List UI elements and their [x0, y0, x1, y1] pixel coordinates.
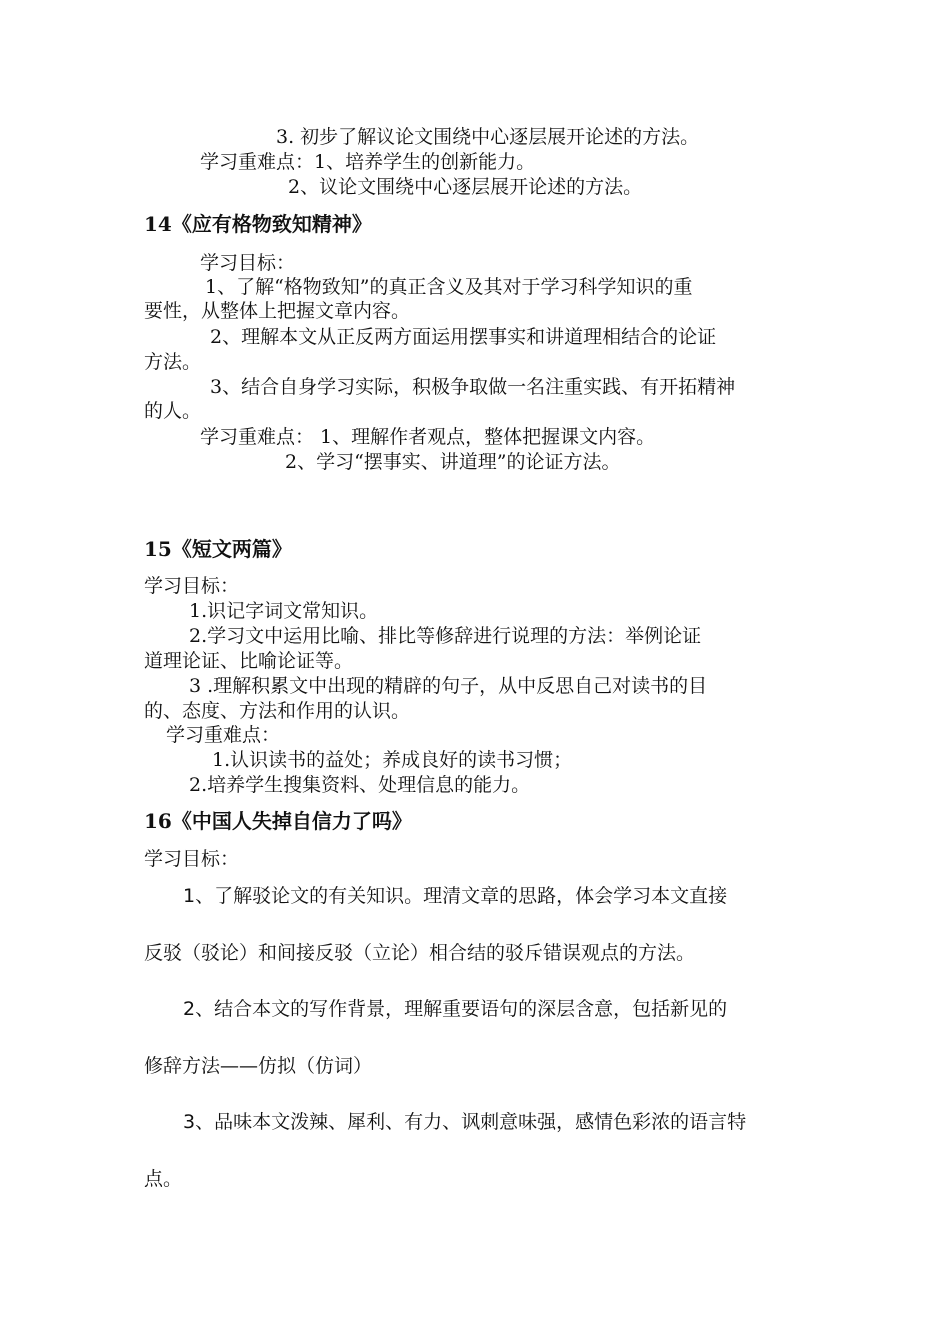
s16-goal-2-line2: 修辞方法——仿拟（仿词） — [144, 1055, 373, 1077]
s14-goals-label: 学习目标： — [200, 252, 296, 274]
s15-key-points-label: 学习重难点： — [166, 724, 281, 746]
s16-goal-3-text: 、品味本文泼辣、犀利、有力、讽刺意味强，感情色彩浓的语言特 — [195, 1111, 747, 1133]
s14-goal-3-line2: 的人。 — [144, 400, 202, 422]
s13-key-points-2: 2、议论文围绕中心逐层展开论述的方法。 — [288, 176, 643, 198]
s16-goal-1-text: 、了解驳论文的有关知识。理清文章的思路，体会学习本文直接 — [195, 885, 728, 907]
s14-goal-1-line1: 1、了解“格物致知”的真正含义及其对于学习科学知识的重 — [205, 276, 693, 298]
s15-goal-3-line2: 的、态度、方法和作用的认识。 — [144, 700, 411, 722]
s16-goal-3-line1 — [183, 1110, 746, 1134]
s16-goal-2-text: 、结合本文的写作背景，理解重要语句的深层含意，包括新见的 — [195, 998, 728, 1020]
s14-goal-1-line2: 要性，从整体上把握文章内容。 — [144, 300, 411, 322]
s16-goal-1-line1 — [183, 884, 727, 908]
s15-goal-3-line1: 3 .理解积累文中出现的精辟的句子，从中反思自己对读书的目 — [189, 675, 708, 697]
s16-goal-3-number: 3 — [183, 1111, 196, 1133]
s15-goal-2-line2: 道理论证、比喻论证等。 — [144, 650, 354, 672]
s15-title: 15《短文两篇》 — [144, 537, 292, 561]
s16-goal-1-line2: 反驳（驳论）和间接反驳（立论）相合结的驳斥错误观点的方法。 — [144, 942, 696, 964]
s16-goal-3-line2: 点。 — [144, 1168, 183, 1190]
s15-key-point-1: 1.认识读书的益处；养成良好的读书习惯； — [212, 749, 573, 771]
s14-goal-3-line1: 3、结合自身学习实际，积极争取做一名注重实践、有开拓精神 — [210, 376, 736, 398]
s13-goal-3: 3. 初步了解议论文围绕中心逐层展开论述的方法。 — [276, 126, 700, 148]
s14-key-points-1: 学习重难点： 1、理解作者观点，整体把握课文内容。 — [200, 426, 656, 448]
s15-goal-2-line1: 2.学习文中运用比喻、排比等修辞进行说理的方法：举例论证 — [189, 625, 702, 647]
s15-goal-1: 1.识记字词文常知识。 — [189, 600, 379, 622]
s14-key-points-2: 2、学习“摆事实、讲道理”的论证方法。 — [285, 451, 621, 473]
s14-goal-2-line1: 2、理解本文从正反两方面运用摆事实和讲道理相结合的论证 — [210, 326, 717, 348]
s16-goal-1-number: 1 — [183, 885, 196, 907]
s15-key-point-2: 2.培养学生搜集资料、处理信息的能力。 — [189, 774, 531, 796]
s16-title: 16《中国人失掉自信力了吗》 — [144, 809, 412, 833]
s14-title: 14《应有格物致知精神》 — [144, 212, 372, 236]
s14-goal-2-line2: 方法。 — [144, 351, 202, 373]
s13-key-points-1: 学习重难点：1、培养学生的创新能力。 — [200, 151, 536, 173]
s15-goals-label: 学习目标： — [144, 575, 240, 597]
s16-goals-label: 学习目标： — [144, 848, 240, 870]
s16-goal-2-number: 2 — [183, 998, 196, 1020]
s16-goal-2-line1 — [183, 997, 727, 1021]
